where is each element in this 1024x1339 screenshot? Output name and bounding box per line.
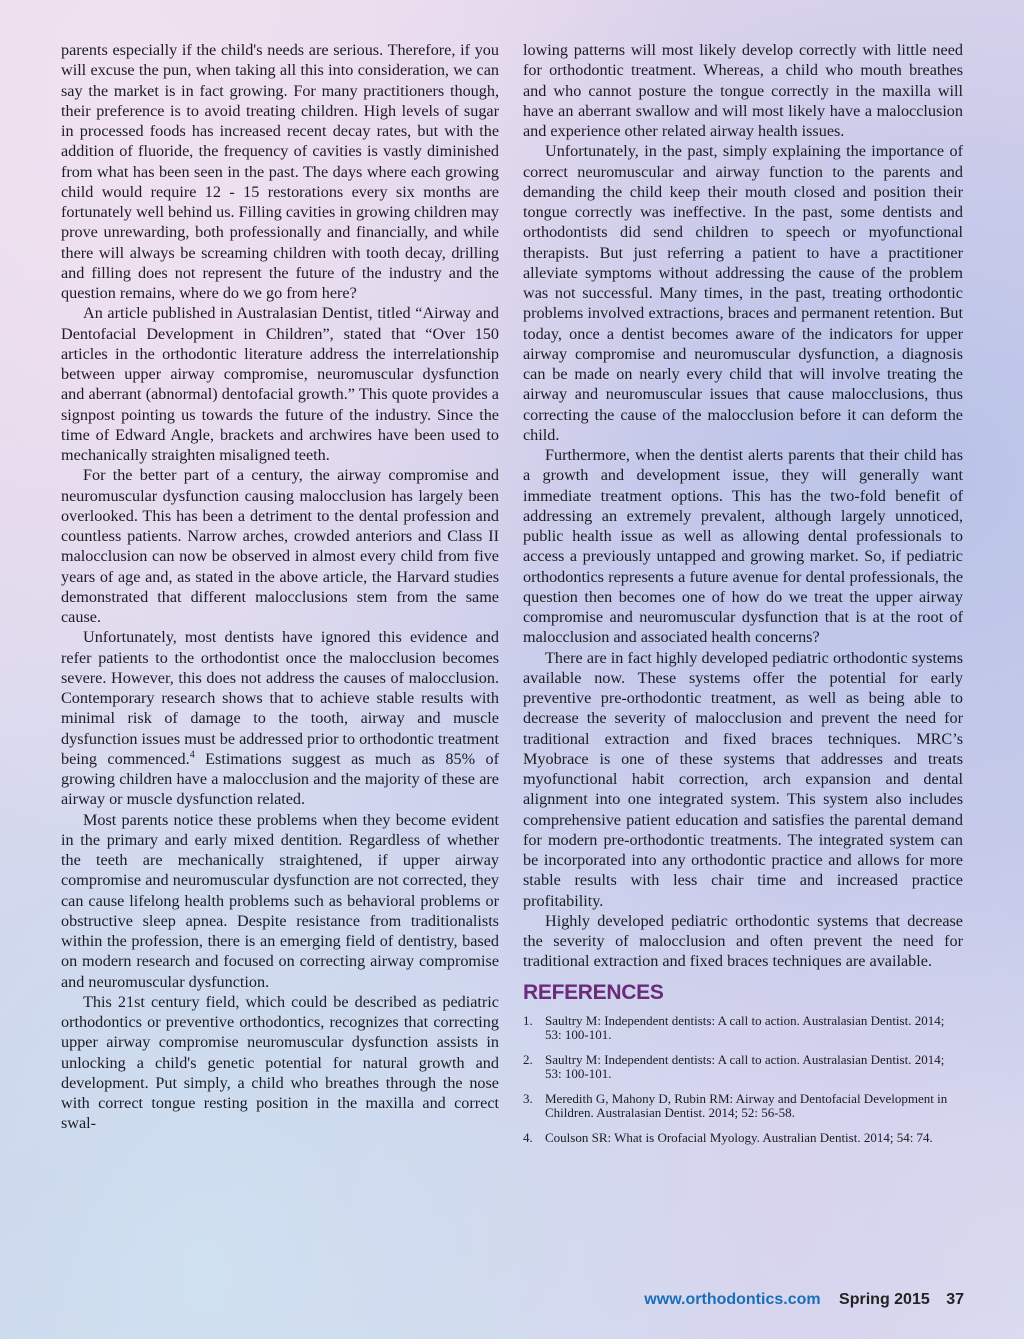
reference-number: 2. (523, 1051, 533, 1067)
reference-text: Saultry M: Independent dentists: A call to action. Australasian Dentist. 2014; 53: 100-101. (545, 1051, 945, 1081)
right-column (523, 40, 963, 1155)
body-paragraph: Furthermore, when the dentist alerts parents that their child has a growth and development issue, they will generally want immediate treatment options. This has the two-fold benefit of addressing an extremely prevalent, although largely unnoticed, public health issue as well as allowing dental professionals to access a previously untapped and growing market. So, if pediatric orthodontics represents a future avenue for dental professionals, the question then becomes one of how do we treat the upper airway compromise and neuromuscular dysfunction that is at the root of malocclusion and associated health concerns? (523, 446, 963, 647)
body-paragraph: Unfortunately, in the past, simply explaining the importance of correct neuromuscular and airway function to the parents and demanding the child keep their mouth closed and position their tongue correctly was ineffective. In the past, some dentists and orthodontists did send children to speech or myofunctional therapists. But just referring a patient to have a practitioner alleviate symptoms without addressing the cause of the problem was not successful. Many times, in the past, treating orthodontic problems involved extractions, braces and permanent retention. But today, once a dentist becomes aware of the indicators for upper airway compromise and neuromuscular dysfunction, a diagnosis can be made on nearly every child that will involve treating the airway and neuromuscular issues that cause malocclusions, thus correcting the cause of the malocclusion before it can deform the child. (523, 142, 963, 444)
left-column (61, 40, 499, 1134)
body-paragraph: Highly developed pediatric orthodontic systems that decrease the severity of malocclusion and often prevent the need for traditional extraction and fixed braces techniques are available. (523, 911, 963, 971)
reference-text: Saultry M: Independent dentists: A call to action. Australasian Dentist. 2014; 53: 100-101. (545, 1012, 945, 1042)
footnote-marker: 4 (189, 749, 195, 761)
reference-item (523, 1131, 963, 1146)
page-footer (644, 1291, 964, 1309)
reference-text: Coulson SR: What is Orofacial Myology. Australian Dentist. 2014; 54: 74. (545, 1129, 933, 1145)
references-list (523, 1014, 963, 1146)
body-paragraph: An article published in Australasian Dentist, titled “Airway and Dentofacial Development in Children”, stated that “Over 150 articles in the orthodontic literature address the interrelationship between upper airway compromise, neuromuscular dysfunction and aberrant (abnormal) dentofacial growth.” This quote provides a signpost pointing us towards the future of the industry. Since the time of Edward Angle, brackets and archwires have been used to mechanically straighten misaligned teeth. (61, 304, 499, 464)
reference-item (523, 1014, 963, 1043)
body-paragraph: This 21st century field, which could be described as pediatric orthodontics or preventive orthodontics, recognizes that correcting upper airway compromise neuromuscular dysfunction assists in unlocking a child's genetic potential for natural growth and development. Put simply, a child who breathes through the nose with correct tongue resting position in the maxilla and correct swal- (61, 992, 499, 1133)
body-paragraph (61, 627, 499, 809)
reference-item (523, 1053, 963, 1082)
body-paragraph: lowing patterns will most likely develop correctly with little need for orthodontic treatment. Whereas, a child who mouth breathes and who cannot posture the tongue correctly in the maxilla will have an aberrant swallow and will most likely have a malocclusion and experience other related airway health issues. (523, 41, 963, 140)
issue-season: Spring 2015 (839, 1291, 930, 1308)
reference-number: 3. (523, 1090, 533, 1106)
body-paragraph: For the better part of a century, the airway compromise and neuromuscular dysfunction causing malocclusion has largely been overlooked. This has been a detriment to the dental profession and countless patients. Narrow arches, crowded anteriors and Class II malocclusion can now be observed in almost every child from five years of age and, as stated in the above article, the Harvard studies demonstrated that different malocclusions stem from the same cause. (61, 466, 499, 626)
paragraph-text: Estimations suggest as much as 85% of growing children have a malocclusion and the majority of these are airway or muscle dysfunction related. (61, 749, 500, 809)
body-paragraph: There are in fact highly developed pediatric orthodontic systems available now. These systems offer the potential for early preventive pre-orthodontic treatment, as well as being able to decrease the severity of malocclusion and prevent the need for traditional extraction and fixed braces techniques. MRC’s Myobrace is one of these systems that addresses and treats myofunctional habit correction, arch expansion and dental alignment into one integrated system. This system also includes comprehensive patient education and satisfies the parental demand for modern pre-orthodontic treatments. The integrated system can be incorporated into any orthodontic practice and allows for more stable results with less chair time and increased practice profitability. (523, 648, 963, 910)
references-heading: REFERENCES (523, 980, 664, 1004)
reference-text: Meredith G, Mahony D, Rubin RM: Airway and Dentofacial Development in Children. Australasian Dentist. 2014; 52: 56-58. (545, 1090, 948, 1120)
body-paragraph: parents especially if the child's needs are serious. Therefore, if you will excuse the pun, when taking all this into consideration, we can say the market is in fact growing. For many practitioners though, their preference is to avoid treating children. High levels of sugar in processed foods has increased recent decay rates, but with the addition of fluoride, the frequency of cavities is vastly diminished from what has been seen in the past. The days where each growing child would require 12 - 15 restorations every six months are fortunately well behind us. Filling cavities in growing children may prove unrewarding, both professionally and financially, and while there will always be screaming children with tooth decay, drilling and filling does not represent the future of the industry and the question remains, where do we go from here? (61, 41, 499, 302)
reference-number: 1. (523, 1012, 533, 1028)
body-paragraph: Most parents notice these problems when they become evident in the primary and early mixed dentition. Regardless of whether the teeth are mechanically straightened, if upper airway compromise and neuromuscular dysfunction are not corrected, they can cause lifelong health problems such as behavioral problems or obstructive sleep apnea. Despite resistance from traditionalists within the profession, there is an emerging field of dentistry, based on modern research and focused on correcting airway compromise and neuromuscular dysfunction. (61, 810, 499, 991)
website-link[interactable]: www.orthodontics.com (644, 1291, 821, 1308)
paragraph-text: Unfortunately, most dentists have ignored this evidence and refer patients to the orthodontist once the malocclusion becomes severe. However, this does not address the causes of malocclusion. Contemporary research shows that to achieve stable results with minimal risk of damage to the tooth, airway and muscle dysfunction issues must be addressed prior to orthodontic treatment being commenced. (61, 628, 499, 768)
reference-item (523, 1092, 963, 1121)
page-number: 37 (946, 1291, 964, 1308)
reference-number: 4. (523, 1129, 533, 1145)
